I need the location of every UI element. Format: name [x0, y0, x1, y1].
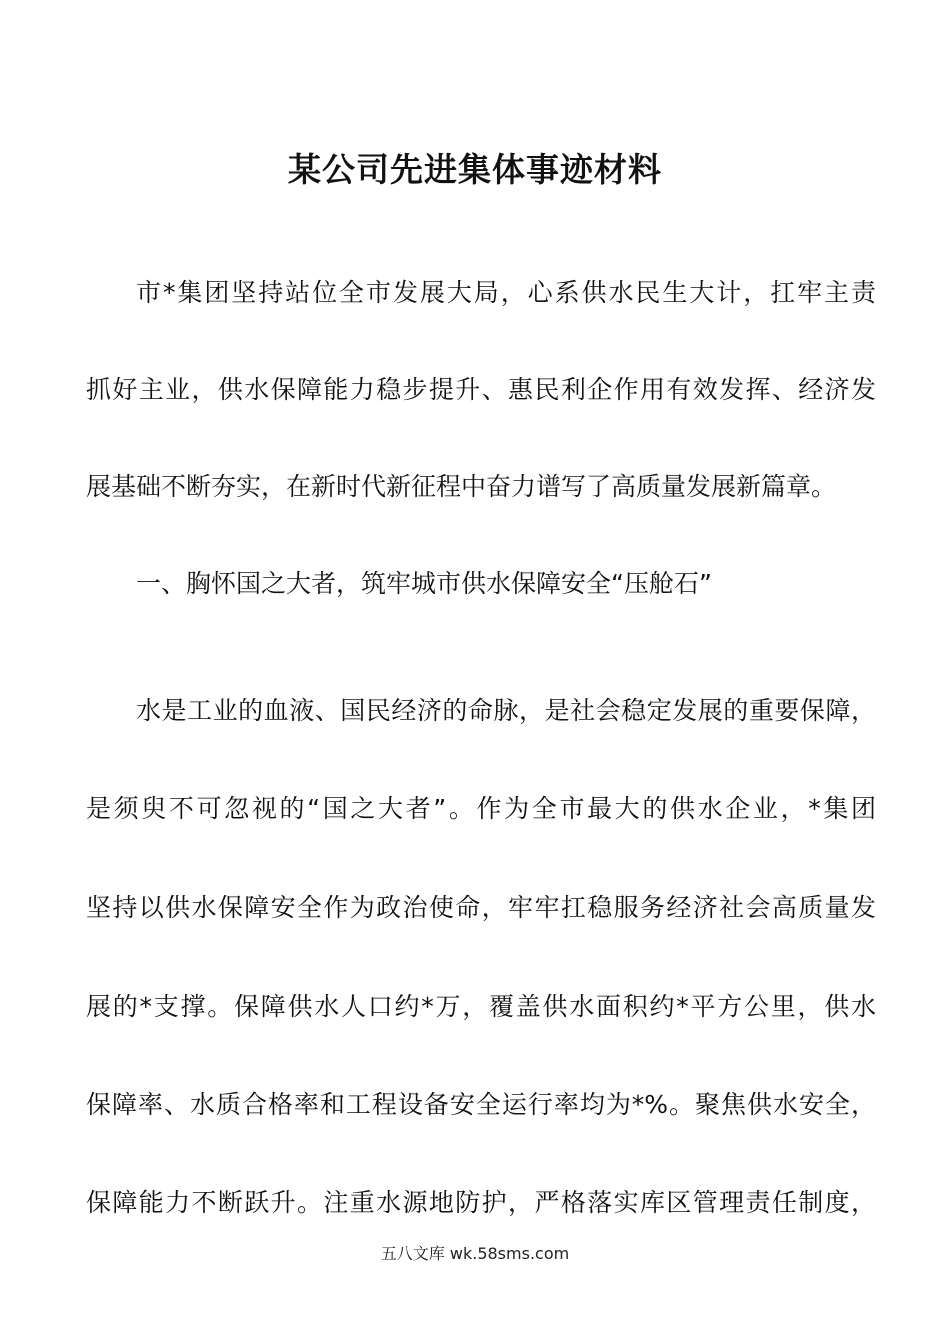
paragraph-3-line-2: 是须臾不可忽视的“国之大者”。作为全市最大的供水企业，*集团 — [86, 794, 876, 823]
paragraph-1-line-3: 展基础不断夯实，在新时代新征程中奋力谱写了高质量发展新篇章。 — [86, 472, 837, 501]
footer-watermark: 五八文库 wk.58sms.com — [380, 1244, 570, 1263]
paragraph-3-line-3: 坚持以供水保障安全作为政治使命，牢牢扛稳服务经济社会高质量发 — [86, 893, 876, 922]
paragraph-3-line-1: 水是工业的血液、国民经济的命脉，是社会稳定发展的重要保障， — [136, 696, 876, 725]
document-title: 某公司先进集体事迹材料 — [288, 150, 662, 189]
paragraph-3-line-6: 保障能力不断跃升。注重水源地防护，严格落实库区管理责任制度， — [86, 1188, 876, 1217]
paragraph-1-line-2: 抓好主业，供水保障能力稳步提升、惠民利企作用有效发挥、经济发 — [86, 375, 876, 404]
paragraph-1-line-1: 市*集团坚持站位全市发展大局，心系供水民生大计，扛牢主责 — [136, 278, 876, 307]
section-heading-1: 一、胸怀国之大者，筑牢城市供水保障安全“压舱石” — [136, 569, 712, 598]
paragraph-3-line-5: 保障率、水质合格率和工程设备安全运行率均为*%。聚焦供水安全， — [86, 1090, 876, 1119]
paragraph-3-line-4: 展的*支撑。保障供水人口约*万，覆盖供水面积约*平方公里，供水 — [86, 992, 876, 1021]
